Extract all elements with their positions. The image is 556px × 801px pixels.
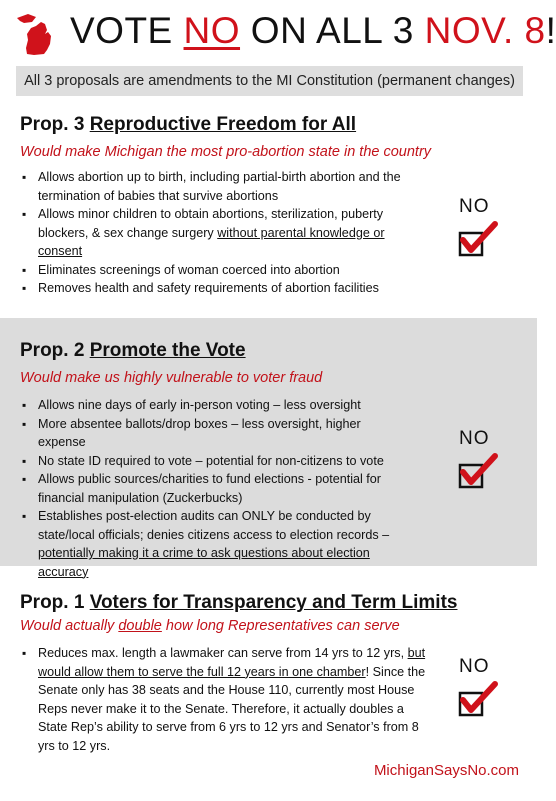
list-item: ▪ Allows abortion up to birth, including partial-birth abortion and the termination of babies that survive abortions bbox=[22, 168, 422, 205]
page-title: VOTE NO ON ALL 3 NOV. 8! bbox=[70, 10, 556, 51]
prop-3-section bbox=[0, 106, 537, 308]
prop-3-bullets bbox=[22, 168, 422, 298]
list-item: ▪ Establishes post-election audits can ONLY be conducted by state/local officials; denies citizens access to election records – potentially making it a crime to ask questions about election accuracy bbox=[22, 507, 402, 581]
list-item: ▪ More absentee ballots/drop boxes – less oversight, higher expense bbox=[22, 415, 402, 452]
vote-no-label: NO bbox=[459, 428, 490, 449]
list-item: ▪ Allows nine days of early in-person voting – less oversight bbox=[22, 396, 402, 415]
election-date: NOV. 8 bbox=[424, 10, 546, 51]
list-item: ▪ Reduces max. length a lawmaker can serve from 14 yrs to 12 yrs, but would allow them to serve the full 12 years in one chamber! Since the Senate only has 38 seats and the House 110, currently most House Reps never make it to the Senate. Therefore, it actually doubles a State Rep’s ability to serve from 6 yrs to 12 yrs and Senator’s from 8 yrs to 12 yrs. bbox=[22, 644, 432, 755]
list-item: ▪ No state ID required to vote – potential for non-citizens to vote bbox=[22, 452, 402, 471]
michigan-map-icon bbox=[14, 8, 64, 60]
prop-1-subtitle: Would actually double how long Representatives can serve bbox=[20, 618, 400, 634]
prop-1-bullets bbox=[22, 644, 432, 755]
prop-1-title: Prop. 1 Voters for Transparency and Term Limits bbox=[20, 592, 458, 613]
vote-no-label: NO bbox=[459, 656, 490, 677]
prop-2-vote-no bbox=[457, 428, 511, 498]
list-item: ▪ Eliminates screenings of woman coerced into abortion bbox=[22, 261, 422, 280]
website-label: MichiganSaysNo.com bbox=[373, 762, 519, 779]
list-item: ▪ Allows minor children to obtain abortions, sterilization, puberty blockers, & sex change surgery without parental knowledge or consent bbox=[22, 205, 422, 261]
prop-2-bullets bbox=[22, 396, 402, 581]
header bbox=[0, 0, 556, 62]
prop-2-title: Prop. 2 Promote the Vote bbox=[20, 340, 246, 361]
list-item: ▪ Allows public sources/charities to fund elections - potential for financial manipulation (Zuckerbucks) bbox=[22, 470, 402, 507]
checkbox-check-icon bbox=[457, 452, 501, 492]
prop-2-section bbox=[0, 318, 537, 579]
prop-1-section bbox=[0, 576, 537, 790]
title-no: NO bbox=[183, 10, 241, 51]
checkbox-check-icon bbox=[457, 680, 501, 720]
prop-2-subtitle: Would make us highly vulnerable to voter fraud bbox=[20, 370, 323, 386]
vote-no-label: NO bbox=[459, 196, 490, 217]
prop-1-vote-no bbox=[457, 656, 511, 726]
checkbox-check-icon bbox=[457, 220, 501, 260]
prop-3-subtitle: Would make Michigan the most pro-abortion state in the country bbox=[20, 144, 432, 160]
prop-3-title: Prop. 3 Reproductive Freedom for All bbox=[20, 114, 357, 135]
prop-3-vote-no bbox=[457, 196, 511, 266]
amendment-note: All 3 proposals are amendments to the MI Constitution (permanent changes) bbox=[16, 66, 523, 96]
list-item: ▪ Removes health and safety requirements of abortion facilities bbox=[22, 279, 422, 298]
